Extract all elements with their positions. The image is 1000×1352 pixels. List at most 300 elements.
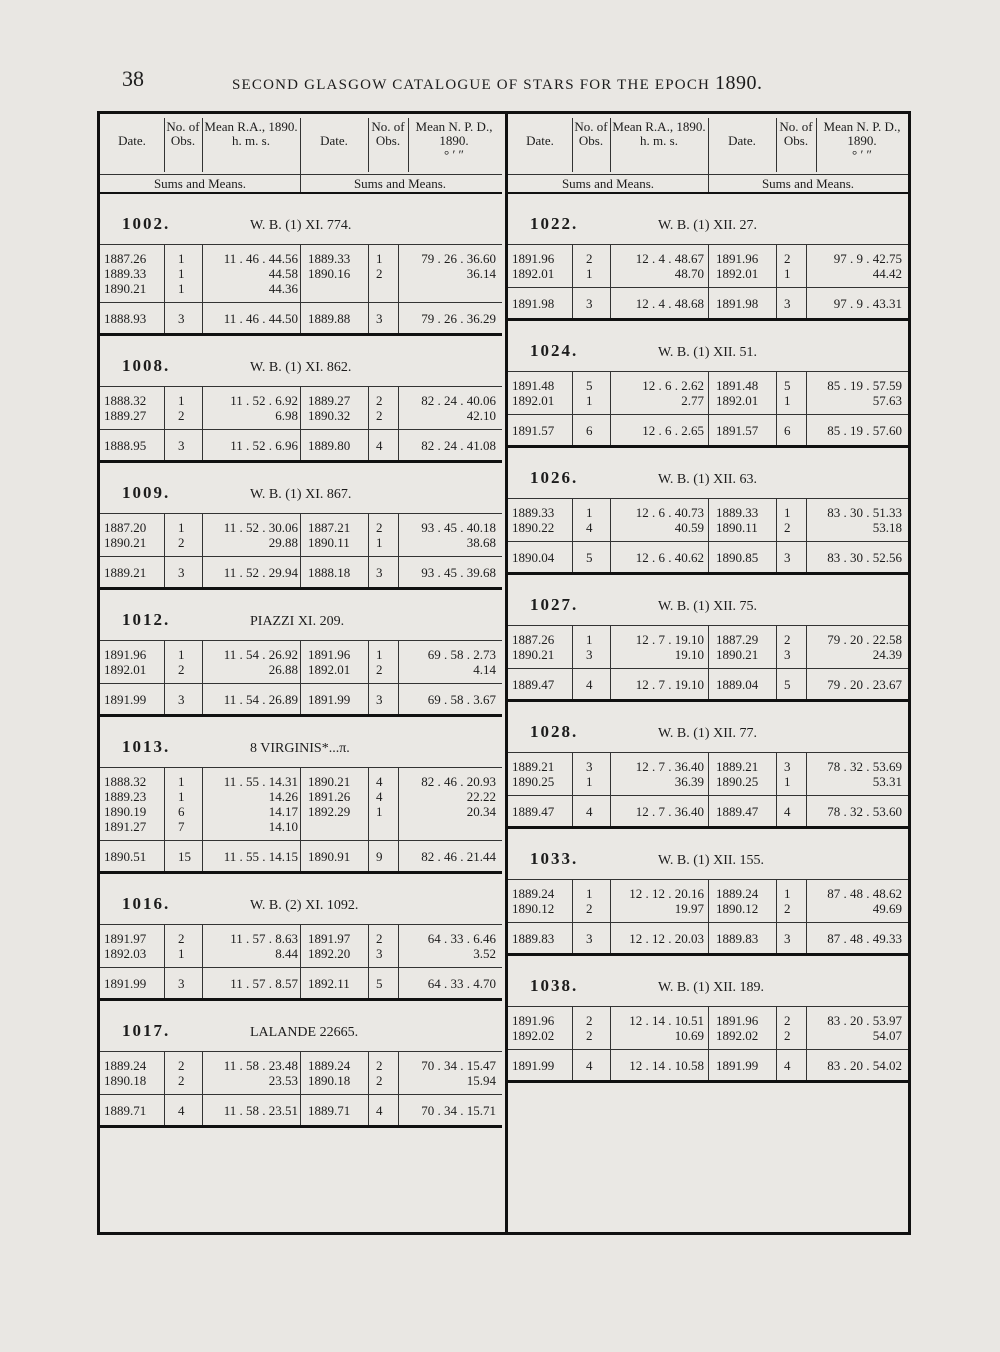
obs-npd-date: 1890.25 xyxy=(716,774,759,789)
header-date xyxy=(708,134,776,148)
mean-row xyxy=(100,302,502,333)
cell-rule xyxy=(202,514,203,556)
observation-rows xyxy=(508,1006,908,1049)
cell-rule xyxy=(202,387,203,429)
cell-rule xyxy=(398,430,399,460)
obs-npd-count: 1 xyxy=(784,393,791,408)
header-rule xyxy=(202,118,203,172)
cell-rule xyxy=(398,968,399,998)
obs-npd-count: 1 xyxy=(376,535,383,550)
obs-date: 1891.48 xyxy=(512,378,555,393)
header-label: No. of Obs. xyxy=(371,119,405,148)
star-heading xyxy=(100,463,502,513)
cell-rule xyxy=(708,626,709,668)
obs-npd-count: 5 xyxy=(784,378,791,393)
cell-rule xyxy=(806,1007,807,1049)
header-mean-ra xyxy=(610,120,708,148)
header-no-of-obs xyxy=(164,120,202,148)
mean-ra-value: 11 . 46 . 44.50 xyxy=(223,311,298,326)
star-block xyxy=(508,321,908,448)
star-heading xyxy=(100,590,502,640)
obs-count: 1 xyxy=(178,266,185,281)
star-reference: LALANDE 22665. xyxy=(250,1025,359,1040)
star-block xyxy=(100,590,502,717)
cell-rule xyxy=(572,245,573,287)
obs-npd-value: 70 . 34 . 15.47 xyxy=(421,1058,496,1073)
obs-npd-date: 1891.97 xyxy=(308,931,351,946)
obs-npd-date: 1891.48 xyxy=(716,378,759,393)
obs-ra-value: 11 . 57 . 8.63 xyxy=(230,931,298,946)
obs-npd-date: 1891.96 xyxy=(716,251,759,266)
cell-rule xyxy=(572,923,573,953)
mean-npd-value: 69 . 58 . 3.67 xyxy=(427,692,496,707)
obs-npd-value: 83 . 20 . 53.97 xyxy=(827,1013,902,1028)
mean-ra-value: 11 . 52 . 6.96 xyxy=(230,438,298,453)
header-label: No. of Obs. xyxy=(779,119,813,148)
obs-npd-date: 1889.21 xyxy=(716,759,759,774)
obs-ra-value: 6.98 xyxy=(275,408,298,423)
obs-ra-value: 12 . 7 . 19.10 xyxy=(635,632,704,647)
cell-rule xyxy=(708,753,709,795)
obs-ra-value: 10.69 xyxy=(674,1028,704,1043)
header-mean-npd xyxy=(408,120,500,162)
obs-npd-count: 1 xyxy=(784,505,791,520)
star-heading xyxy=(100,194,502,244)
cell-rule xyxy=(806,1050,807,1080)
cell-rule xyxy=(776,499,777,541)
header-label: Date. xyxy=(526,133,554,148)
obs-date: 1889.33 xyxy=(104,266,147,281)
cell-rule xyxy=(708,923,709,953)
obs-ra-value: 44.36 xyxy=(268,281,298,296)
mean-row xyxy=(100,967,502,998)
mean-npd-value: 85 . 19 . 57.60 xyxy=(827,423,902,438)
cell-rule xyxy=(300,514,301,556)
obs-date: 1890.21 xyxy=(104,535,147,550)
obs-count: 2 xyxy=(586,1013,593,1028)
obs-npd-count: 2 xyxy=(376,1058,383,1073)
mean-row xyxy=(508,795,908,826)
obs-npd-count: 2 xyxy=(784,251,791,266)
star-number: 1002. xyxy=(122,214,171,233)
obs-count: 7 xyxy=(178,819,185,834)
obs-npd-date: 1891.26 xyxy=(308,789,351,804)
cell-rule xyxy=(164,245,165,302)
cell-rule xyxy=(202,925,203,967)
mean-count: 4 xyxy=(586,804,593,819)
obs-npd-value: 20.34 xyxy=(466,804,496,819)
star-block xyxy=(508,956,908,1083)
mean-count: 15 xyxy=(178,849,191,864)
star-reference: PIAZZI XI. 209. xyxy=(250,614,345,629)
left-column xyxy=(100,114,502,1128)
obs-npd-date: 1890.21 xyxy=(308,774,351,789)
cell-rule xyxy=(776,542,777,572)
obs-ra-value: 11 . 54 . 26.92 xyxy=(223,647,298,662)
obs-ra-value: 40.59 xyxy=(674,520,704,535)
star-number: 1033. xyxy=(530,849,579,868)
cell-rule xyxy=(164,684,165,714)
header-units: ° ′ ″ xyxy=(852,147,872,162)
cell-rule xyxy=(610,1050,611,1080)
obs-date: 1890.18 xyxy=(104,1073,147,1088)
obs-npd-date: 1890.11 xyxy=(308,535,350,550)
cell-rule xyxy=(610,245,611,287)
cell-rule xyxy=(708,669,709,699)
obs-npd-value: 24.39 xyxy=(872,647,902,662)
star-number: 1016. xyxy=(122,894,171,913)
star-number: 1012. xyxy=(122,610,171,629)
mean-npd-date: 1889.88 xyxy=(308,311,351,326)
cell-rule xyxy=(368,557,369,587)
cell-rule xyxy=(164,925,165,967)
mean-date: 1891.98 xyxy=(512,296,555,311)
obs-npd-count: 3 xyxy=(784,759,791,774)
catalogue-table xyxy=(97,111,911,1235)
obs-npd-date: 1892.02 xyxy=(716,1028,759,1043)
cell-rule xyxy=(610,415,611,445)
cell-rule xyxy=(300,387,301,429)
observation-rows xyxy=(100,924,502,967)
star-heading xyxy=(508,321,908,371)
obs-count: 1 xyxy=(586,393,593,408)
observation-rows xyxy=(508,371,908,414)
obs-date: 1892.02 xyxy=(512,1028,555,1043)
mean-npd-count: 3 xyxy=(784,550,791,565)
column-header xyxy=(100,114,502,194)
obs-npd-date: 1889.24 xyxy=(716,886,759,901)
obs-npd-value: 57.63 xyxy=(872,393,902,408)
column-header xyxy=(508,114,908,194)
star-number: 1024. xyxy=(530,341,579,360)
obs-count: 1 xyxy=(586,266,593,281)
mean-npd-count: 3 xyxy=(784,931,791,946)
obs-ra-value: 48.70 xyxy=(674,266,704,281)
mean-date: 1891.99 xyxy=(104,692,147,707)
mean-npd-value: 87 . 48 . 49.33 xyxy=(827,931,902,946)
obs-npd-date: 1892.29 xyxy=(308,804,351,819)
mean-count: 4 xyxy=(178,1103,185,1118)
star-number: 1038. xyxy=(530,976,579,995)
star-reference: W. B. (2) XI. 1092. xyxy=(250,898,359,913)
star-block xyxy=(100,717,502,874)
obs-ra-value: 23.53 xyxy=(268,1073,298,1088)
mean-npd-date: 1891.57 xyxy=(716,423,759,438)
obs-npd-date: 1890.18 xyxy=(308,1073,351,1088)
obs-npd-count: 2 xyxy=(784,520,791,535)
star-block xyxy=(508,575,908,702)
obs-npd-value: 53.31 xyxy=(872,774,902,789)
observation-rows xyxy=(508,244,908,287)
obs-npd-value: 79 . 26 . 36.60 xyxy=(421,251,496,266)
obs-npd-date: 1889.33 xyxy=(308,251,351,266)
cell-rule xyxy=(708,880,709,922)
cell-rule xyxy=(776,626,777,668)
cell-rule xyxy=(164,768,165,840)
obs-count: 2 xyxy=(586,251,593,266)
star-block xyxy=(100,1001,502,1128)
header-rule xyxy=(300,118,301,172)
star-reference: W. B. (1) XI. 774. xyxy=(250,218,352,233)
mean-count: 5 xyxy=(586,550,593,565)
sums-and-means-label: Sums and Means. xyxy=(761,176,855,191)
obs-npd-count: 2 xyxy=(376,662,383,677)
obs-npd-value: 85 . 19 . 57.59 xyxy=(827,378,902,393)
obs-npd-value: 53.18 xyxy=(872,520,902,535)
mean-npd-count: 4 xyxy=(376,1103,383,1118)
sums-and-means-label: Sums and Means. xyxy=(561,176,655,191)
obs-npd-count: 2 xyxy=(784,901,791,916)
cell-rule xyxy=(776,796,777,826)
cell-rule xyxy=(164,641,165,683)
mean-date: 1889.47 xyxy=(512,804,555,819)
cell-rule xyxy=(708,288,709,318)
obs-npd-date: 1891.96 xyxy=(716,1013,759,1028)
cell-rule xyxy=(300,557,301,587)
cell-rule xyxy=(202,641,203,683)
obs-count: 1 xyxy=(586,886,593,901)
mean-npd-value: 64 . 33 . 4.70 xyxy=(427,976,496,991)
mean-npd-value: 83 . 30 . 52.56 xyxy=(827,550,902,565)
mean-npd-count: 9 xyxy=(376,849,383,864)
cell-rule xyxy=(708,1007,709,1049)
mean-ra-value: 12 . 7 . 36.40 xyxy=(635,804,704,819)
star-heading xyxy=(100,1001,502,1051)
observation-rows xyxy=(100,640,502,683)
star-block xyxy=(100,336,502,463)
obs-count: 1 xyxy=(178,774,185,789)
obs-npd-count: 2 xyxy=(376,1073,383,1088)
cell-rule xyxy=(610,626,611,668)
obs-npd-count: 1 xyxy=(376,804,383,819)
observation-rows xyxy=(100,767,502,840)
obs-npd-value: 49.69 xyxy=(872,901,902,916)
star-block xyxy=(100,463,502,590)
cell-rule xyxy=(202,303,203,333)
cell-rule xyxy=(398,245,399,302)
obs-npd-count: 4 xyxy=(376,774,383,789)
obs-count: 2 xyxy=(586,1028,593,1043)
cell-rule xyxy=(164,841,165,871)
obs-date: 1890.25 xyxy=(512,774,555,789)
cell-rule xyxy=(610,372,611,414)
obs-date: 1891.27 xyxy=(104,819,147,834)
cell-rule xyxy=(572,626,573,668)
obs-ra-value: 19.97 xyxy=(674,901,704,916)
cell-rule xyxy=(572,669,573,699)
obs-count: 2 xyxy=(178,1058,185,1073)
obs-date: 1890.19 xyxy=(104,804,147,819)
cell-rule xyxy=(368,514,369,556)
mean-ra-value: 11 . 58 . 23.51 xyxy=(223,1103,298,1118)
mean-row xyxy=(508,668,908,699)
observation-rows xyxy=(100,386,502,429)
header-no-of-obs xyxy=(368,120,408,148)
mean-date: 1888.95 xyxy=(104,438,147,453)
obs-npd-count: 2 xyxy=(376,266,383,281)
cell-rule xyxy=(164,1052,165,1094)
title-epoch: 1890. xyxy=(715,72,763,94)
star-reference: W. B. (1) XII. 75. xyxy=(658,599,758,614)
obs-ra-value: 19.10 xyxy=(674,647,704,662)
obs-npd-value: 79 . 20 . 22.58 xyxy=(827,632,902,647)
star-heading xyxy=(508,829,908,879)
mean-npd-date: 1889.04 xyxy=(716,677,759,692)
obs-npd-date: 1890.16 xyxy=(308,266,351,281)
mean-row xyxy=(508,922,908,953)
mean-ra-value: 12 . 6 . 2.65 xyxy=(642,423,704,438)
header-label: Mean N. P. D., 1890. xyxy=(415,119,493,148)
header-label: No. of Obs. xyxy=(574,119,608,148)
cell-rule xyxy=(368,968,369,998)
obs-date: 1891.96 xyxy=(512,1013,555,1028)
obs-count: 2 xyxy=(178,535,185,550)
star-reference: W. B. (1) XII. 51. xyxy=(658,345,758,360)
cell-rule xyxy=(368,641,369,683)
header-units: ° ′ ″ xyxy=(444,147,464,162)
observation-rows xyxy=(508,879,908,922)
mean-ra-value: 12 . 6 . 40.62 xyxy=(635,550,704,565)
obs-date: 1889.33 xyxy=(512,505,555,520)
cell-rule xyxy=(708,542,709,572)
obs-npd-date: 1890.11 xyxy=(716,520,758,535)
star-heading xyxy=(508,448,908,498)
obs-npd-count: 1 xyxy=(784,886,791,901)
cell-rule xyxy=(202,1095,203,1125)
obs-npd-value: 15.94 xyxy=(466,1073,496,1088)
obs-npd-count: 2 xyxy=(376,408,383,423)
mean-date: 1891.99 xyxy=(512,1058,555,1073)
cell-rule xyxy=(708,796,709,826)
obs-npd-date: 1889.33 xyxy=(716,505,759,520)
mean-row xyxy=(508,414,908,445)
obs-ra-value: 44.58 xyxy=(268,266,298,281)
mean-npd-value: 93 . 45 . 39.68 xyxy=(421,565,496,580)
star-heading xyxy=(508,575,908,625)
cell-rule xyxy=(398,925,399,967)
obs-count: 1 xyxy=(586,505,593,520)
cell-rule xyxy=(610,288,611,318)
obs-date: 1887.26 xyxy=(104,251,147,266)
header-rule xyxy=(610,118,611,172)
star-block xyxy=(508,448,908,575)
cell-rule xyxy=(202,684,203,714)
mean-date: 1889.21 xyxy=(104,565,147,580)
obs-npd-value: 78 . 32 . 53.69 xyxy=(827,759,902,774)
mean-date: 1890.04 xyxy=(512,550,555,565)
star-block xyxy=(508,702,908,829)
cell-rule xyxy=(776,753,777,795)
mean-date: 1889.83 xyxy=(512,931,555,946)
page-title xyxy=(232,72,763,95)
mean-date: 1891.99 xyxy=(104,976,147,991)
cell-rule xyxy=(164,1095,165,1125)
obs-ra-value: 8.44 xyxy=(275,946,298,961)
cell-rule xyxy=(300,925,301,967)
star-reference: W. B. (1) XII. 63. xyxy=(658,472,758,487)
mean-npd-date: 1890.85 xyxy=(716,550,759,565)
obs-count: 1 xyxy=(178,946,185,961)
obs-ra-value: 11 . 52 . 6.92 xyxy=(230,393,298,408)
cell-rule xyxy=(610,923,611,953)
cell-rule xyxy=(398,768,399,840)
mean-count: 3 xyxy=(178,692,185,707)
obs-date: 1888.32 xyxy=(104,774,147,789)
header-rule xyxy=(300,172,301,192)
obs-npd-date: 1892.20 xyxy=(308,946,351,961)
header-date xyxy=(100,134,164,148)
mean-date: 1888.93 xyxy=(104,311,147,326)
mean-npd-value: 82 . 46 . 21.44 xyxy=(421,849,496,864)
cell-rule xyxy=(202,430,203,460)
star-block xyxy=(508,194,908,321)
mean-npd-value: 97 . 9 . 43.31 xyxy=(833,296,902,311)
header-no-of-obs xyxy=(776,120,816,148)
mean-count: 4 xyxy=(586,1058,593,1073)
obs-ra-value: 11 . 55 . 14.31 xyxy=(223,774,298,789)
mean-npd-count: 4 xyxy=(376,438,383,453)
mean-npd-count: 4 xyxy=(784,804,791,819)
obs-count: 4 xyxy=(586,520,593,535)
obs-ra-value: 14.26 xyxy=(268,789,298,804)
star-heading xyxy=(508,702,908,752)
obs-ra-value: 26.88 xyxy=(268,662,298,677)
obs-npd-date: 1890.12 xyxy=(716,901,759,916)
cell-rule xyxy=(708,1050,709,1080)
cell-rule xyxy=(572,415,573,445)
mean-npd-count: 3 xyxy=(376,311,383,326)
obs-npd-count: 2 xyxy=(376,393,383,408)
header-label: Mean R.A., 1890. xyxy=(612,119,706,134)
mean-npd-value: 79 . 20 . 23.67 xyxy=(827,677,902,692)
cell-rule xyxy=(398,841,399,871)
header-label: No. of Obs. xyxy=(166,119,200,148)
obs-date: 1892.01 xyxy=(104,662,147,677)
header-date xyxy=(508,134,572,148)
mean-row xyxy=(100,429,502,460)
obs-date: 1892.01 xyxy=(512,266,555,281)
header-rule xyxy=(368,118,369,172)
obs-npd-value: 64 . 33 . 6.46 xyxy=(427,931,496,946)
obs-npd-value: 44.42 xyxy=(872,266,902,281)
cell-rule xyxy=(708,415,709,445)
cell-rule xyxy=(776,415,777,445)
cell-rule xyxy=(572,372,573,414)
obs-npd-value: 22.22 xyxy=(466,789,496,804)
obs-date: 1887.26 xyxy=(512,632,555,647)
obs-npd-value: 36.14 xyxy=(466,266,496,281)
obs-npd-date: 1887.21 xyxy=(308,520,351,535)
obs-date: 1891.97 xyxy=(104,931,147,946)
cell-rule xyxy=(398,303,399,333)
header-label: Mean N. P. D., 1890. xyxy=(823,119,901,148)
mean-row xyxy=(100,683,502,714)
mean-count: 4 xyxy=(586,677,593,692)
cell-rule xyxy=(806,542,807,572)
mean-row xyxy=(100,840,502,871)
header-rule xyxy=(408,118,409,172)
mean-ra-value: 12 . 12 . 20.03 xyxy=(629,931,704,946)
cell-rule xyxy=(776,1050,777,1080)
obs-npd-date: 1892.01 xyxy=(308,662,351,677)
cell-rule xyxy=(572,499,573,541)
mean-npd-count: 3 xyxy=(784,296,791,311)
cell-rule xyxy=(164,557,165,587)
mean-npd-date: 1891.98 xyxy=(716,296,759,311)
mean-count: 6 xyxy=(586,423,593,438)
cell-rule xyxy=(368,684,369,714)
mean-npd-date: 1889.80 xyxy=(308,438,351,453)
